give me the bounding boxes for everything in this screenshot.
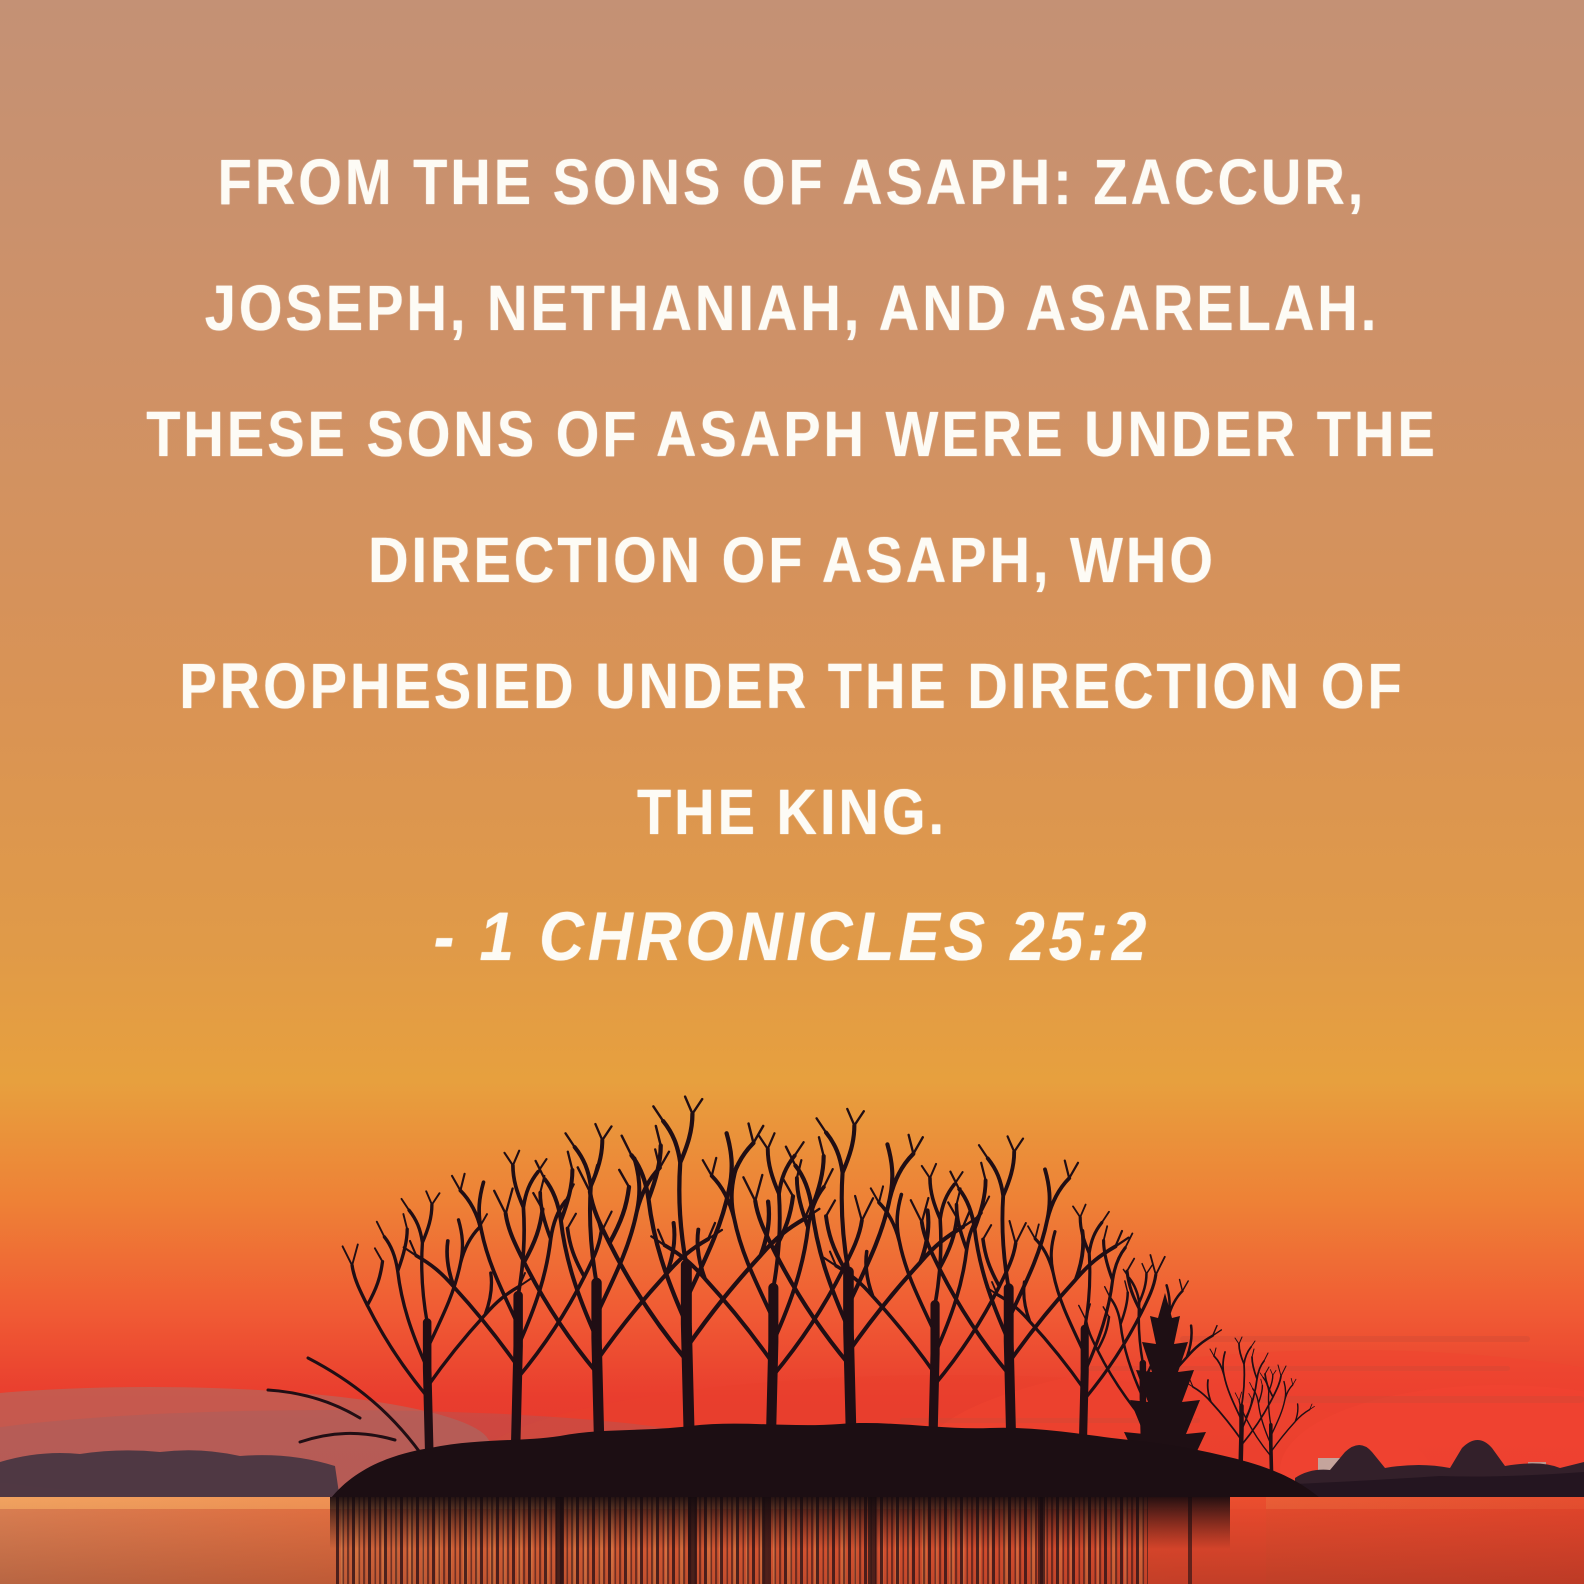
- verse-text-block: [0, 118, 1584, 1000]
- verse-line-3: THESE SONS OF ASAPH WERE UNDER THE: [146, 397, 1438, 469]
- verse-line-5: PROPHESIED UNDER THE DIRECTION OF: [179, 649, 1405, 721]
- verse-line-2: JOSEPH, NETHANIAH, AND ASARELAH.: [204, 271, 1380, 343]
- water: [0, 1497, 1584, 1584]
- verse-line-1: FROM THE SONS OF ASAPH: ZACCUR,: [217, 145, 1367, 217]
- verse-line-6: THE KING.: [636, 775, 948, 847]
- verse-line-4: DIRECTION OF ASAPH, WHO: [368, 523, 1216, 595]
- distant-shoreline-left: [0, 1450, 340, 1500]
- verse-reference: - 1 CHRONICLES 25:2: [433, 899, 1151, 975]
